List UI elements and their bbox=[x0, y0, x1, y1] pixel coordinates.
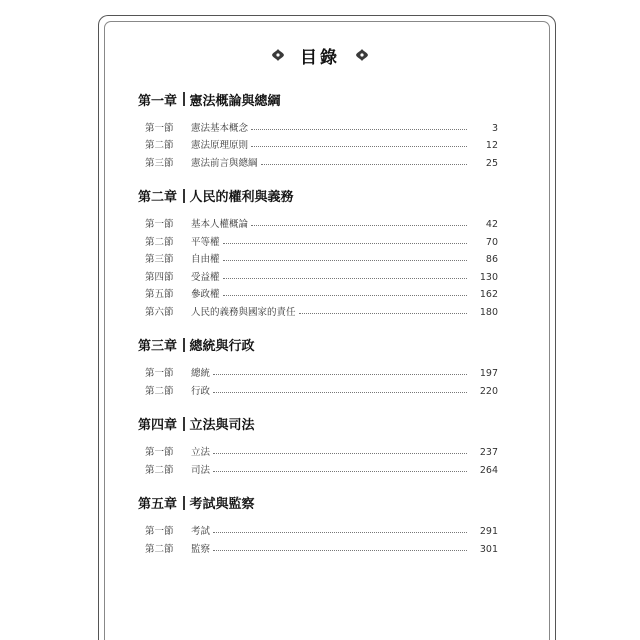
chapter-heading[interactable] bbox=[138, 334, 498, 356]
chapter-divider bbox=[183, 496, 185, 510]
dot-leader bbox=[223, 260, 467, 261]
section-row[interactable] bbox=[138, 362, 498, 380]
chapter-title: 人民的權利與義務 bbox=[189, 190, 294, 205]
section-number: 第二節 bbox=[145, 543, 174, 555]
page-number: 130 bbox=[479, 271, 498, 283]
section-number: 第五節 bbox=[145, 289, 174, 300]
section-row[interactable] bbox=[138, 379, 498, 397]
section-number: 第一節 bbox=[145, 122, 174, 134]
section-number: 第二節 bbox=[145, 236, 174, 248]
chapter-title: 立法與司法 bbox=[189, 418, 255, 433]
page-number: 264 bbox=[479, 464, 498, 476]
chapter-number: 第一章 bbox=[138, 93, 178, 109]
dot-leader bbox=[213, 471, 467, 472]
chapter-number: 第四章 bbox=[138, 418, 178, 433]
section-number: 第一節 bbox=[145, 526, 174, 537]
section-title: 參政權 bbox=[191, 289, 220, 300]
section-title: 司法 bbox=[191, 464, 211, 476]
page-number: 291 bbox=[479, 526, 498, 537]
section-row[interactable] bbox=[138, 283, 498, 301]
page-number: 301 bbox=[479, 543, 498, 555]
dot-leader bbox=[213, 392, 467, 393]
section-title: 總統 bbox=[191, 368, 211, 379]
chapter-heading[interactable] bbox=[138, 413, 498, 435]
dot-leader bbox=[213, 550, 467, 551]
section-row[interactable] bbox=[138, 213, 498, 231]
dot-leader bbox=[299, 313, 467, 314]
section-list bbox=[138, 520, 498, 555]
page-number: 197 bbox=[479, 368, 498, 379]
section-title: 人民的義務與國家的責任 bbox=[191, 306, 296, 318]
page-number: 162 bbox=[479, 289, 498, 300]
chapter-divider bbox=[183, 417, 185, 431]
section-title: 監察 bbox=[191, 543, 211, 555]
section-title: 憲法原理原則 bbox=[191, 140, 249, 151]
section-number: 第四節 bbox=[145, 271, 174, 283]
dot-leader bbox=[223, 278, 467, 279]
page-number: 12 bbox=[485, 140, 498, 151]
chapter-heading[interactable] bbox=[138, 492, 498, 514]
chapter-block bbox=[138, 88, 498, 169]
page-number: 237 bbox=[479, 447, 498, 458]
dot-leader bbox=[251, 146, 467, 147]
chapter-divider bbox=[183, 338, 185, 352]
dot-leader bbox=[223, 243, 467, 244]
chapter-heading[interactable] bbox=[138, 88, 498, 110]
dot-leader bbox=[251, 225, 467, 226]
dot-leader bbox=[213, 374, 467, 375]
chapter-title: 憲法概論與總綱 bbox=[189, 93, 281, 109]
page-number: 86 bbox=[485, 254, 498, 265]
section-row[interactable] bbox=[138, 134, 498, 152]
section-title: 考試 bbox=[191, 526, 211, 537]
page-number: 70 bbox=[485, 236, 498, 248]
chapter-number: 第三章 bbox=[138, 339, 178, 354]
section-list bbox=[138, 362, 498, 397]
section-number: 第三節 bbox=[145, 157, 174, 169]
section-title: 平等權 bbox=[191, 236, 220, 248]
section-row[interactable] bbox=[138, 441, 498, 459]
section-number: 第一節 bbox=[145, 219, 174, 230]
section-title: 受益權 bbox=[191, 271, 220, 283]
section-row[interactable] bbox=[138, 300, 498, 318]
chapter-block bbox=[138, 334, 498, 397]
section-row[interactable] bbox=[138, 265, 498, 283]
page-number: 220 bbox=[479, 385, 498, 397]
fleuron-left-icon bbox=[270, 48, 286, 62]
section-list bbox=[138, 116, 498, 169]
page-number: 25 bbox=[485, 157, 498, 169]
toc-header bbox=[0, 40, 640, 70]
dot-leader bbox=[213, 532, 467, 533]
chapter-heading[interactable] bbox=[138, 185, 498, 207]
section-title: 行政 bbox=[191, 385, 211, 397]
section-list bbox=[138, 213, 498, 318]
chapter-number: 第二章 bbox=[138, 190, 178, 205]
section-title: 自由權 bbox=[191, 254, 220, 265]
section-title: 立法 bbox=[191, 447, 211, 458]
section-row[interactable] bbox=[138, 116, 498, 134]
table-of-contents bbox=[138, 88, 498, 555]
section-row[interactable] bbox=[138, 151, 498, 169]
section-number: 第一節 bbox=[145, 368, 174, 379]
page-number: 3 bbox=[491, 122, 498, 134]
section-row[interactable] bbox=[138, 248, 498, 266]
section-number: 第二節 bbox=[145, 385, 174, 397]
fleuron-right-icon bbox=[354, 48, 370, 62]
section-row[interactable] bbox=[138, 537, 498, 555]
chapter-title: 總統與行政 bbox=[189, 339, 255, 354]
dot-leader bbox=[261, 164, 467, 165]
section-title: 憲法前言與總綱 bbox=[191, 157, 258, 169]
chapter-block bbox=[138, 185, 498, 318]
dot-leader bbox=[223, 295, 467, 296]
dot-leader bbox=[251, 129, 467, 130]
section-number: 第二節 bbox=[145, 464, 174, 476]
section-number: 第六節 bbox=[145, 306, 174, 318]
section-row[interactable] bbox=[138, 520, 498, 538]
dot-leader bbox=[213, 453, 467, 454]
section-number: 第三節 bbox=[145, 254, 174, 265]
section-title: 基本人權概論 bbox=[191, 219, 249, 230]
chapter-title: 考試與監察 bbox=[189, 497, 255, 512]
chapter-divider bbox=[183, 189, 185, 203]
section-number: 第一節 bbox=[145, 447, 174, 458]
section-title: 憲法基本概念 bbox=[191, 122, 249, 134]
page-title: 目錄 bbox=[300, 47, 340, 68]
chapter-number: 第五章 bbox=[138, 497, 178, 512]
section-row[interactable] bbox=[138, 458, 498, 476]
chapter-block bbox=[138, 413, 498, 476]
section-number: 第二節 bbox=[145, 140, 174, 151]
chapter-divider bbox=[183, 92, 185, 106]
chapter-block bbox=[138, 492, 498, 555]
section-row[interactable] bbox=[138, 230, 498, 248]
page-number: 42 bbox=[485, 219, 498, 230]
page-number: 180 bbox=[479, 306, 498, 318]
section-list bbox=[138, 441, 498, 476]
